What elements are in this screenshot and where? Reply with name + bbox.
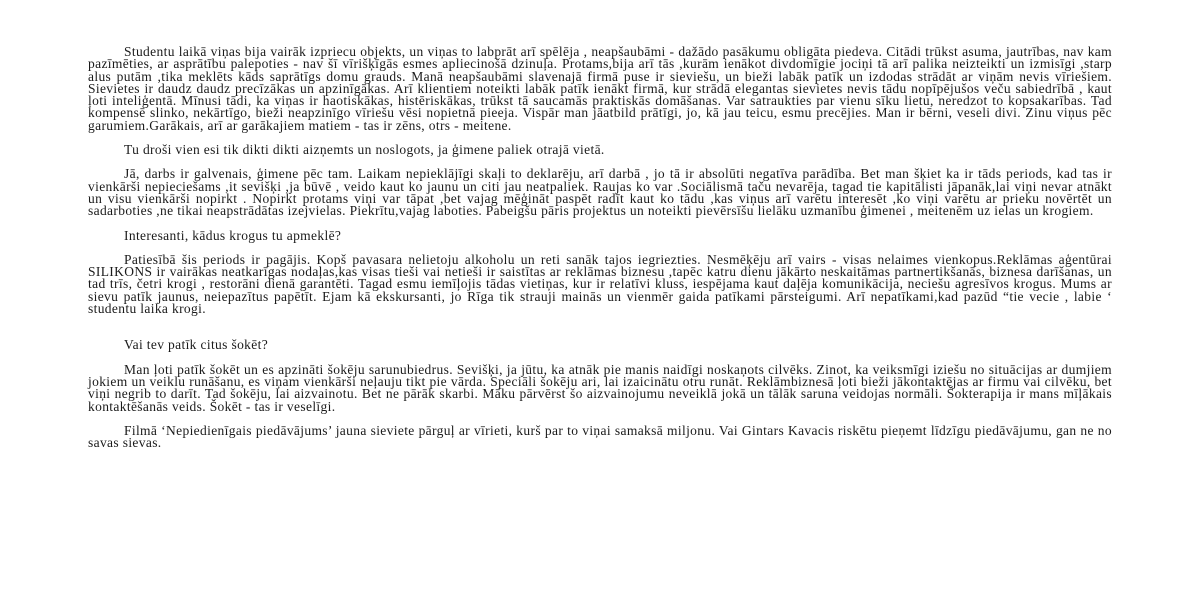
question-shock-others: Vai tev patīk citus šokēt? [124, 337, 269, 353]
paragraph-period-passed: Patiesībā šis periods ir pagājis. Kopš pavasara nelietoju alkoholu un reti sanāk tajos iegriezties. Nesmēķēju arī vairs - visas nelaimes vienkopus.Reklāmas aģentūrai SILIKONS ir vairākas neatkarīgas nodaļas,kas visas tieši vai netieši ir saistītas ar reklāmas biznesu ,tapēc katru dienu jākārto neskaitāmas partnertikšanās, biznesa darīšanas, un tad trīs, četri krogi , restorāni dienā garantēti. Tagad esmu iemīļojis tādas vietiņas, kur ir relatīvi kluss, iespējama kaut daļēja komunikācija, neciešu agresīvos krogus. Mums ar sievu patīk jaunus, neiepazītus papētīt. Ejam kā ekskursanti, jo Rīga tik strauji mainās un vienmēr gaida patīkami pārsteigumi. Arī nepatīkami,kad pazūd “tie vecie , labie ‘ studentu laika krogi. [88, 251, 1112, 317]
paragraph-student-years: Studentu laikā viņas bija vairāk izpriecu objekts, un viņas to labprāt arī spēlēja , neapšaubāmi - dažādo pasākumu obligāta piedeva. Citādi trūkst asuma, jautrības, nav kam pazīmēties, ar asprātību palepoties - nav šī vīrišķīgās esmes apliecinošā dzinuļa. Protams,bija arī tās ,kurām ienākot divdomīgie jociņi tā arī palika neizteikti un izmisīgi ,starp alus putām ,tika meklēts kāds saprātīgs domu grauds. Manā neapšaubāmi slavenajā firmā puse ir sieviešu, un bieži labāk patīk un izdodas strādāt ar viņām nevis vīriešiem. Sievietes ir daudz daudz precīzākas un apzinīgākas. Arī klientiem noteikti labāk patīk ienākt firmā, kur strādā elegantas sievietes nevis tādu nopīpējušos veču sabiedrībā , kaut ļoti inteliģentā. Mīnusi tādi, ka viņas ir haotiskākas, histēriskākas, trūkst tā saucamās praktiskās domāšanas. Var satraukties par vienu sīku lietu, neredzot to kopsakarības. Tad kompensē slinko, nekārtīgo, bieži neapzinīgo vīriešu vēsi nopietnā pieeja. Vispār man jāatbild prātīgi, jo, kā jau teicu, esmu precējies. Man ir bērni, veseli divi. Zinu viņus pēc garumiem.Garākais, arī ar garākajiem matiem - tas ir zēns, otrs - meitene. [88, 44, 1112, 133]
document-page [88, 46, 1112, 449]
paragraph-shock-answer: Man ļoti patīk šokēt un es apzināti šokēju sarunubiedrus. Sevišķi, ja jūtu, ka atnāk pie manis naidīgi noskaņots cilvēks. Zinot, ka veiksmīgi iziešu no situācijas ar dumjiem jokiem un veiklu runāšanu, es viņam vienkārši neļauju tikt pie vārda. Speciāli šokēju ari, lai izaicinātu otru runāt. Reklāmbiznesā ļoti bieži jākontaktējas ar firmu vai cilvēku, bet viņi negrib to darīt. Tad šokēju, lai aizvainotu. Bet ne pārāk skarbi. Māku pārvērst šo aizvainojumu neveiklā jokā un tālāk saruna veidojas normāli. Šokterapija ir mans mīļākais kontaktēšanās veids. Šokēt - tas ir veselīgi. [88, 361, 1112, 414]
paragraph-gap [88, 315, 1112, 339]
question-pubs: Interesanti, kādus krogus tu apmeklē? [124, 227, 342, 243]
paragraph-indecent-proposal: Filmā ‘Nepiedienīgais piedāvājums’ jauna sieviete pārguļ ar vīrieti, kurš par to viņai samaksā miljonu. Vai Gintars Kavacis riskētu pieņemt līdzīgu piedāvājumu, gan ne no savas sievas. [88, 422, 1112, 451]
paragraph-work-first: Jā, darbs ir galvenais, ģimene pēc tam. Laikam nepieklājīgi skaļi to deklarēju, arī darbā , jo tā ir absolūti negatīva parādība. Bet man šķiet ka ir tāds periods, kad tas ir vienkārši nepieciešams ,it sevišķi ,ja būvē , veido kaut ko jaunu un citi jau neatpaliek. Raujas ko var .Sociālismā taču nevarēja, tagad tie kapitālisti jāpanāk,lai viņi nevar atnākt un visu vienkārši nopirkt . Nopirkt protams viņi var tāpat ,bet vajag mēģināt paspēt radīt kaut ko tādu ,kas viņus arī varētu interesēt ,ko viņi varētu ar prieku novērtēt un sadarboties ,ne tikai neapstrādātas izejvielas. Piekrītu,vajag laboties. Pabeigšu pāris projektus un noteikti pievērsīšu lielāku uzmanību ģimenei , meitenēm uz ielas un krogiem. [88, 166, 1112, 219]
question-busy-family: Tu droši vien esi tik dikti dikti aizņemts un noslogots, ja ģimene paliek otrajā vietā. [124, 142, 605, 158]
